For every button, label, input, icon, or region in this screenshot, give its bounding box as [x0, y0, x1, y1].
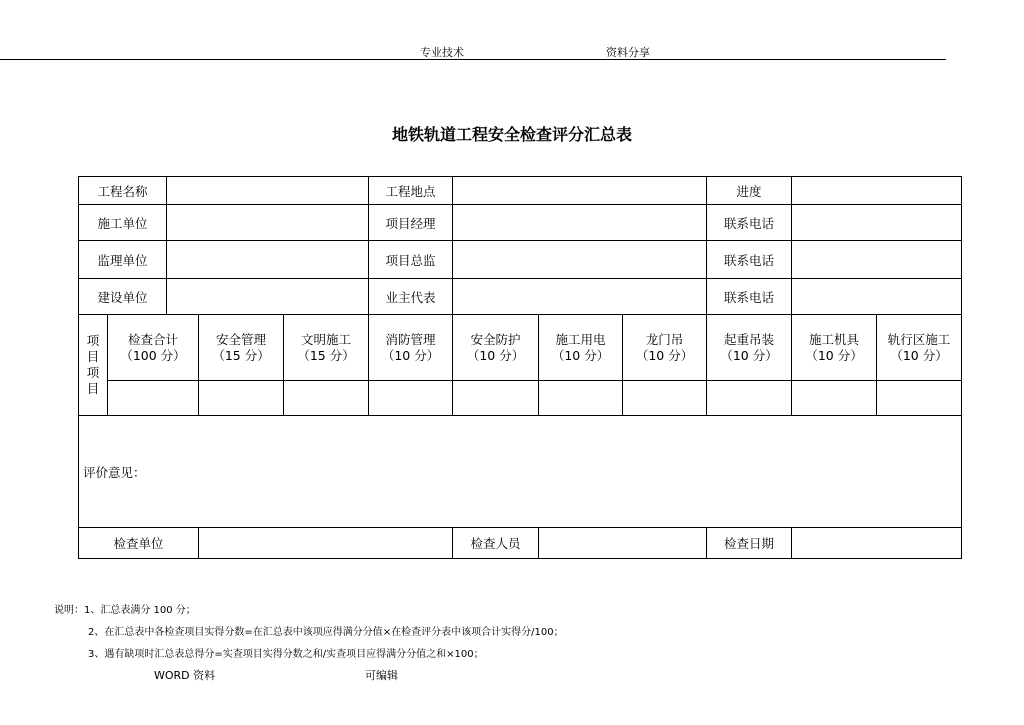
info-value-cell[interactable]	[453, 177, 707, 205]
info-label: 工程名称	[79, 177, 167, 205]
item-header-cell	[453, 315, 539, 381]
item-name: 检查合计	[128, 331, 179, 347]
info-label: 业主代表	[369, 279, 453, 315]
info-label: 联系电话	[707, 241, 792, 279]
item-score-cell[interactable]	[284, 381, 369, 416]
header-divider	[0, 59, 946, 60]
item-header-cell	[792, 315, 877, 381]
item-score-cell[interactable]	[453, 381, 539, 416]
info-row	[79, 279, 962, 315]
info-value-cell[interactable]	[167, 177, 369, 205]
item-header-cell	[369, 315, 453, 381]
document-title: 地铁轨道工程安全检查评分汇总表	[391, 125, 632, 144]
items-label-char: 目	[86, 349, 100, 364]
item-name: 施工机具	[809, 331, 860, 347]
inspection-date-label: 检查日期	[707, 528, 792, 559]
info-label: 施工单位	[79, 205, 167, 241]
item-header-cell	[199, 315, 284, 381]
info-label: 监理单位	[79, 241, 167, 279]
items-label-char: 项	[86, 365, 100, 380]
notes-block	[54, 600, 564, 666]
info-row	[79, 205, 962, 241]
item-name: 消防管理	[385, 331, 436, 347]
item-name: 安全防护	[470, 331, 521, 347]
inspection-date-value[interactable]	[792, 528, 962, 559]
info-label: 项目总监	[369, 241, 453, 279]
info-label: 联系电话	[707, 279, 792, 315]
header-left-text: 专业技术	[420, 46, 464, 59]
info-value-cell[interactable]	[792, 177, 962, 205]
item-score-cell[interactable]	[792, 381, 877, 416]
summary-table	[78, 176, 962, 559]
item-score: （10 分）	[466, 347, 525, 363]
item-score-cell[interactable]	[539, 381, 623, 416]
item-name: 起重吊装	[724, 331, 775, 347]
inspection-unit-label: 检查单位	[79, 528, 199, 559]
item-header-cell	[539, 315, 623, 381]
info-label: 建设单位	[79, 279, 167, 315]
inspection-unit-value[interactable]	[199, 528, 453, 559]
item-header-cell	[623, 315, 707, 381]
info-value-cell[interactable]	[453, 241, 707, 279]
note-1: 说明：1、汇总表满分 100 分；	[54, 605, 196, 616]
info-label: 联系电话	[707, 205, 792, 241]
item-header-cell	[284, 315, 369, 381]
item-score: （10 分）	[890, 347, 948, 363]
info-label: 工程地点	[369, 177, 453, 205]
inspection-person-label: 检查人员	[453, 528, 539, 559]
item-header-cell	[108, 315, 199, 381]
evaluation-row	[79, 416, 962, 528]
item-name: 轨行区施工	[887, 331, 951, 347]
info-label: 进度	[707, 177, 792, 205]
item-name: 安全管理	[216, 331, 267, 347]
item-score: （10 分）	[720, 347, 778, 363]
item-score-cell[interactable]	[707, 381, 792, 416]
info-label: 项目经理	[369, 205, 453, 241]
inspection-person-value[interactable]	[539, 528, 707, 559]
note-2: 2、在汇总表中各检查项目实得分数=在汇总表中该项应得满分分值×在检查评分表中该项合计实得分/100；	[88, 627, 564, 638]
item-name: 施工用电	[555, 331, 606, 347]
footer-right-text: 可编辑	[365, 669, 398, 682]
item-score: （15 分）	[297, 347, 355, 363]
items-label-char: 项	[86, 333, 100, 348]
info-value-cell[interactable]	[167, 241, 369, 279]
item-score: （10 分）	[635, 347, 694, 363]
item-score-cell[interactable]	[623, 381, 707, 416]
info-value-cell[interactable]	[453, 279, 707, 315]
info-value-cell[interactable]	[167, 279, 369, 315]
info-value-cell[interactable]	[792, 279, 962, 315]
inspection-row	[79, 528, 962, 559]
item-score: （10 分）	[381, 347, 440, 363]
info-row	[79, 177, 962, 205]
items-label-char: 目	[86, 381, 100, 396]
items-score-row	[79, 381, 962, 416]
info-row	[79, 241, 962, 279]
item-score: （15 分）	[212, 347, 270, 363]
header-right-text: 资料分享	[606, 46, 650, 59]
item-header-cell	[707, 315, 792, 381]
evaluation-label: 评价意见：	[83, 464, 146, 480]
evaluation-cell[interactable]	[79, 416, 962, 528]
item-score: （10 分）	[805, 347, 863, 363]
item-score-cell[interactable]	[108, 381, 199, 416]
note-3: 3、遇有缺项时汇总表总得分=实查项目实得分数之和/实查项目应得满分分值之和×100；	[88, 649, 484, 660]
footer-left-text: WORD 资料	[154, 669, 216, 682]
item-name: 文明施工	[301, 331, 352, 347]
info-value-cell[interactable]	[792, 241, 962, 279]
item-header-cell	[877, 315, 962, 381]
items-header-row	[79, 315, 962, 381]
item-name: 龙门吊	[645, 331, 684, 347]
info-value-cell[interactable]	[167, 205, 369, 241]
info-value-cell[interactable]	[792, 205, 962, 241]
info-value-cell[interactable]	[453, 205, 707, 241]
item-score-cell[interactable]	[369, 381, 453, 416]
item-score-cell[interactable]	[199, 381, 284, 416]
items-vertical-label	[79, 315, 108, 416]
item-score: （10 分）	[551, 347, 610, 363]
item-score-cell[interactable]	[877, 381, 962, 416]
item-score: （100 分）	[120, 347, 186, 363]
